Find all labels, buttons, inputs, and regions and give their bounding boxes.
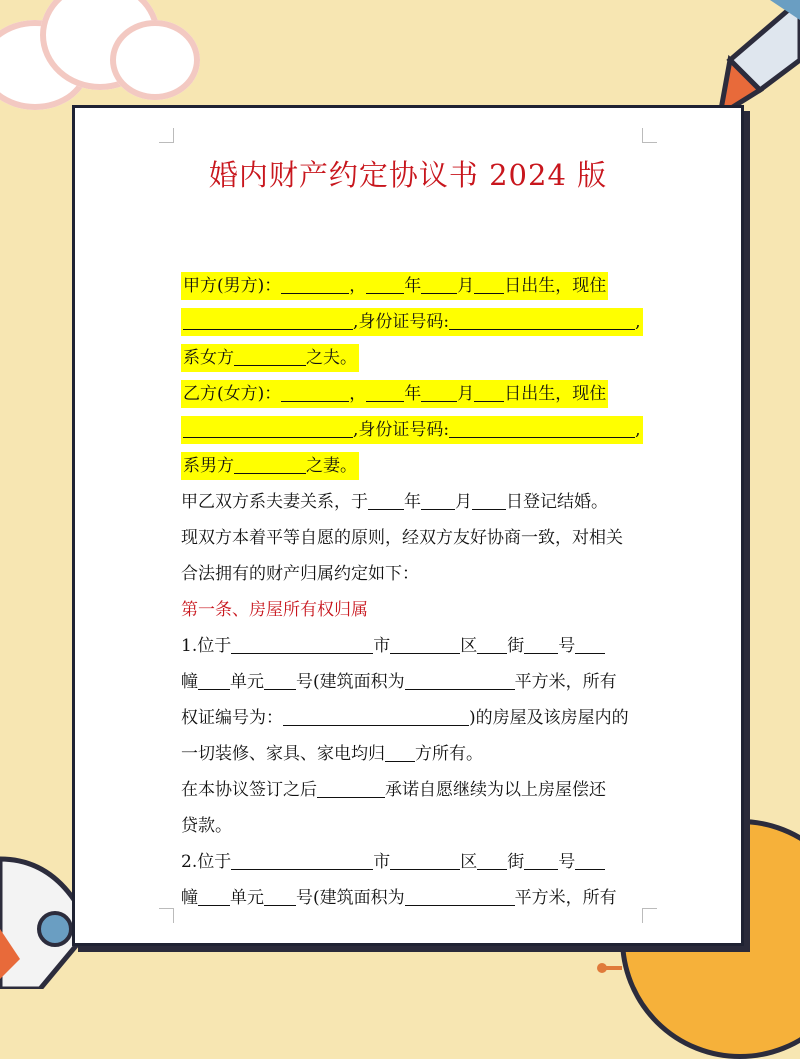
key-icon (596, 962, 622, 974)
intro-line-1: 甲乙双方系夫妻关系，于 年 月 日登记结婚。 (181, 484, 661, 520)
item-2-line-1: 2.位于 市 区 街 号 (181, 844, 661, 880)
item-1-line-4: 一切装修、家具、家电均归 方所有。 (181, 736, 661, 772)
party-b-line-3: 系男方 之妻。 (181, 448, 661, 484)
item-1-line-2: 幢 单元 号(建筑面积为 平方米，所有 (181, 664, 661, 700)
document-body (181, 268, 661, 916)
loan-line-1: 在本协议签订之后 承诺自愿继续为以上房屋偿还 (181, 772, 661, 808)
party-a-line-1: 甲方(男方)： ， 年 月 日出生，现住 (181, 268, 661, 304)
document-page (72, 105, 744, 946)
item-1-line-1: 1.位于 市 区 街 号 (181, 628, 661, 664)
crop-mark (642, 128, 657, 143)
item-2-line-2: 幢 单元 号(建筑面积为 平方米，所有 (181, 880, 661, 916)
party-a-line-3: 系女方 之夫。 (181, 340, 661, 376)
intro-line-2: 现双方本着平等自愿的原则，经双方友好协商一致，对相关 (181, 528, 623, 548)
section-heading: 第一条、房屋所有权归属 (181, 600, 368, 620)
item-1-line-3: 权证编号为： )的房屋及该房屋内的 (181, 700, 661, 736)
crop-mark (159, 128, 174, 143)
cloud-decoration (0, 0, 200, 110)
party-b-line-2: ,身份证号码: , (181, 412, 661, 448)
document-title: 婚内财产约定协议书 2024 版 (208, 158, 608, 192)
loan-line-2: 贷款。 (181, 816, 232, 836)
intro-line-3: 合法拥有的财产归属约定如下： (181, 564, 419, 584)
party-a-line-2: ,身份证号码: , (181, 304, 661, 340)
rocket-icon (650, 0, 800, 120)
party-b-line-1: 乙方(女方)： ， 年 月 日出生，现住 (181, 376, 661, 412)
crop-mark (159, 908, 174, 923)
